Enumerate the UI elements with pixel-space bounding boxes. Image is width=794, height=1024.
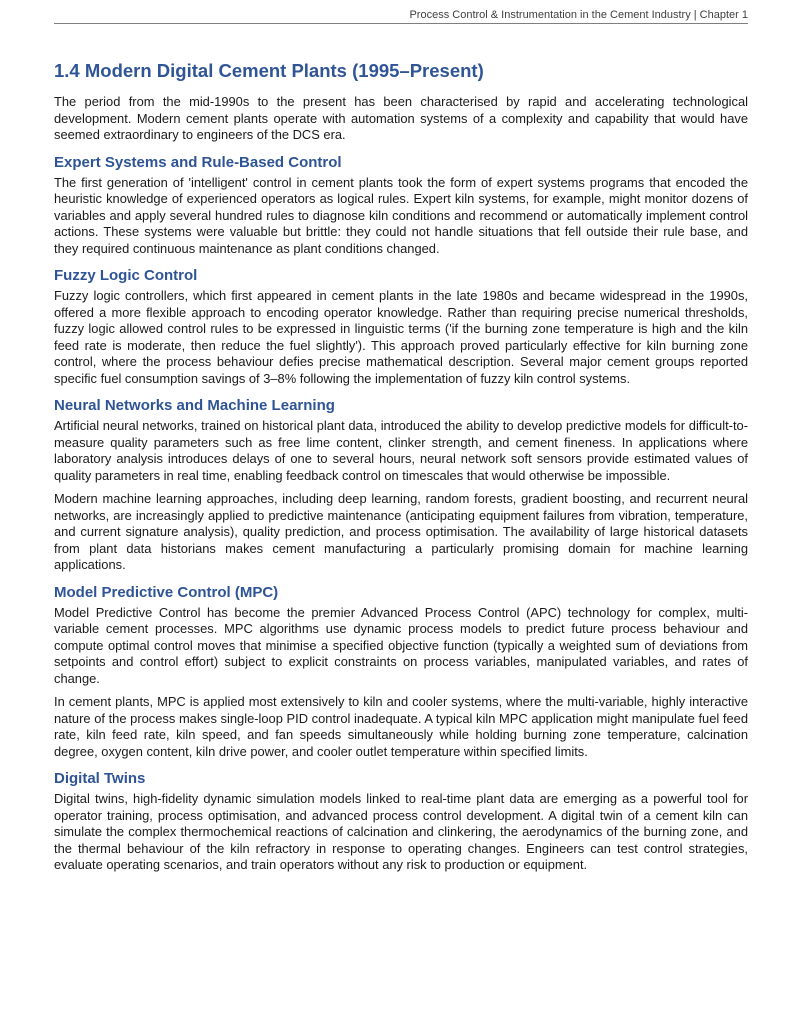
paragraph: In cement plants, MPC is applied most extensively to kiln and cooler systems, where the multi-variable, highly interactive nature of the process makes single-loop PID control inadequate. A typical kiln MPC application might manipulate fuel feed rate, kiln feed rate, kiln speed, and fan speeds simultaneously while holding burning zone temperature, calcination degree, oxygen content, kiln drive power, and cooler outlet temperature within specified limits. bbox=[54, 694, 748, 759]
subsection-mpc bbox=[54, 583, 748, 761]
subsection-digital-twins bbox=[54, 769, 748, 874]
subsection-fuzzy-logic bbox=[54, 266, 748, 387]
running-header bbox=[54, 0, 748, 24]
paragraph: The first generation of 'intelligent' control in cement plants took the form of expert systems programs that encoded the heuristic knowledge of experienced operators as logical rules. Expert kiln systems, for example, might monitor dozens of variables and apply several hundred rules to diagnose kiln conditions and recommend or automatically implement control actions. These systems were valuable but brittle: they could not handle situations that fell outside their rule base, and they required continuous maintenance as plant conditions changed. bbox=[54, 174, 748, 256]
paragraph: Model Predictive Control has become the premier Advanced Process Control (APC) technology for complex, multi-variable cement processes. MPC algorithms use dynamic process models to predict future process behaviour and compute optimal control moves that minimise a specified objective function (typically a weighted sum of deviations from setpoints and control effort) subject to explicit constraints on process variables, manipulated variables, and rates of change. bbox=[54, 604, 748, 686]
subsection-heading: Model Predictive Control (MPC) bbox=[54, 583, 279, 601]
section-intro: The period from the mid-1990s to the present has been characterised by rapid and accelerating technological development. Modern cement plants operate with automation systems of a complexity and capability that would have seemed extraordinary to engineers of the DCS era. bbox=[54, 94, 748, 142]
subsection-heading: Fuzzy Logic Control bbox=[54, 267, 198, 284]
running-head-text: Process Control & Instrumentation in the Cement Industry | Chapter 1 bbox=[409, 9, 748, 21]
paragraph: Artificial neural networks, trained on historical plant data, introduced the ability to develop predictive models for difficult-to-measure quality parameters such as free lime content, clinker strength, and cement fineness. In applications where laboratory analysis introduces delays of one to several hours, neural network soft sensors provide estimated values of quality parameters in real time, enabling feedback control on timescales that would otherwise be impossible. bbox=[54, 418, 748, 483]
paragraph: Modern machine learning approaches, including deep learning, random forests, gradient boosting, and recurrent neural networks, are increasingly applied to predictive maintenance (anticipating equipment failures from vibration, temperature, and current signature analysis), quality prediction, and process optimisation. The availability of large historical datasets from plant data historians makes cement manufacturing a particularly promising domain for machine learning applications. bbox=[54, 491, 748, 572]
page-body bbox=[54, 58, 748, 881]
section-title: 1.4 Modern Digital Cement Plants (1995–Present) bbox=[54, 60, 484, 81]
paragraph: Digital twins, high-fidelity dynamic simulation models linked to real-time plant data are emerging as a powerful tool for operator training, process optimisation, and advanced process control development. A digital twin of a cement kiln can simulate the complex thermochemical reactions of calcination and clinkering, the aerodynamics of the burning zone, and the thermal behaviour of the kiln refractory in response to operating changes. Engineers can test control strategies, evaluate operating scenarios, and train operators without any risk to production or equipment. bbox=[54, 791, 748, 872]
subsection-expert-systems bbox=[54, 153, 748, 258]
paragraph: Fuzzy logic controllers, which first appeared in cement plants in the late 1980s and became widespread in the 1990s, offered a more flexible approach to encoding operator knowledge. Rather than requiring precise numerical thresholds, fuzzy logic allowed control rules to be expressed in linguistic terms ('if the burning zone temperature is high and the kiln feed rate is moderate, then reduce the fuel slightly'). This approach proved particularly effective for kiln burning zone control, where the process behaviour defies precise mathematical description. Several major cement groups reported specific fuel consumption savings of 3–8% following the implementation of fuzzy kiln control systems. bbox=[54, 288, 748, 386]
subsection-neural-networks bbox=[54, 396, 748, 574]
subsection-heading: Digital Twins bbox=[54, 770, 146, 787]
subsection-heading: Expert Systems and Rule-Based Control bbox=[54, 153, 342, 171]
subsection-heading: Neural Networks and Machine Learning bbox=[54, 397, 335, 414]
